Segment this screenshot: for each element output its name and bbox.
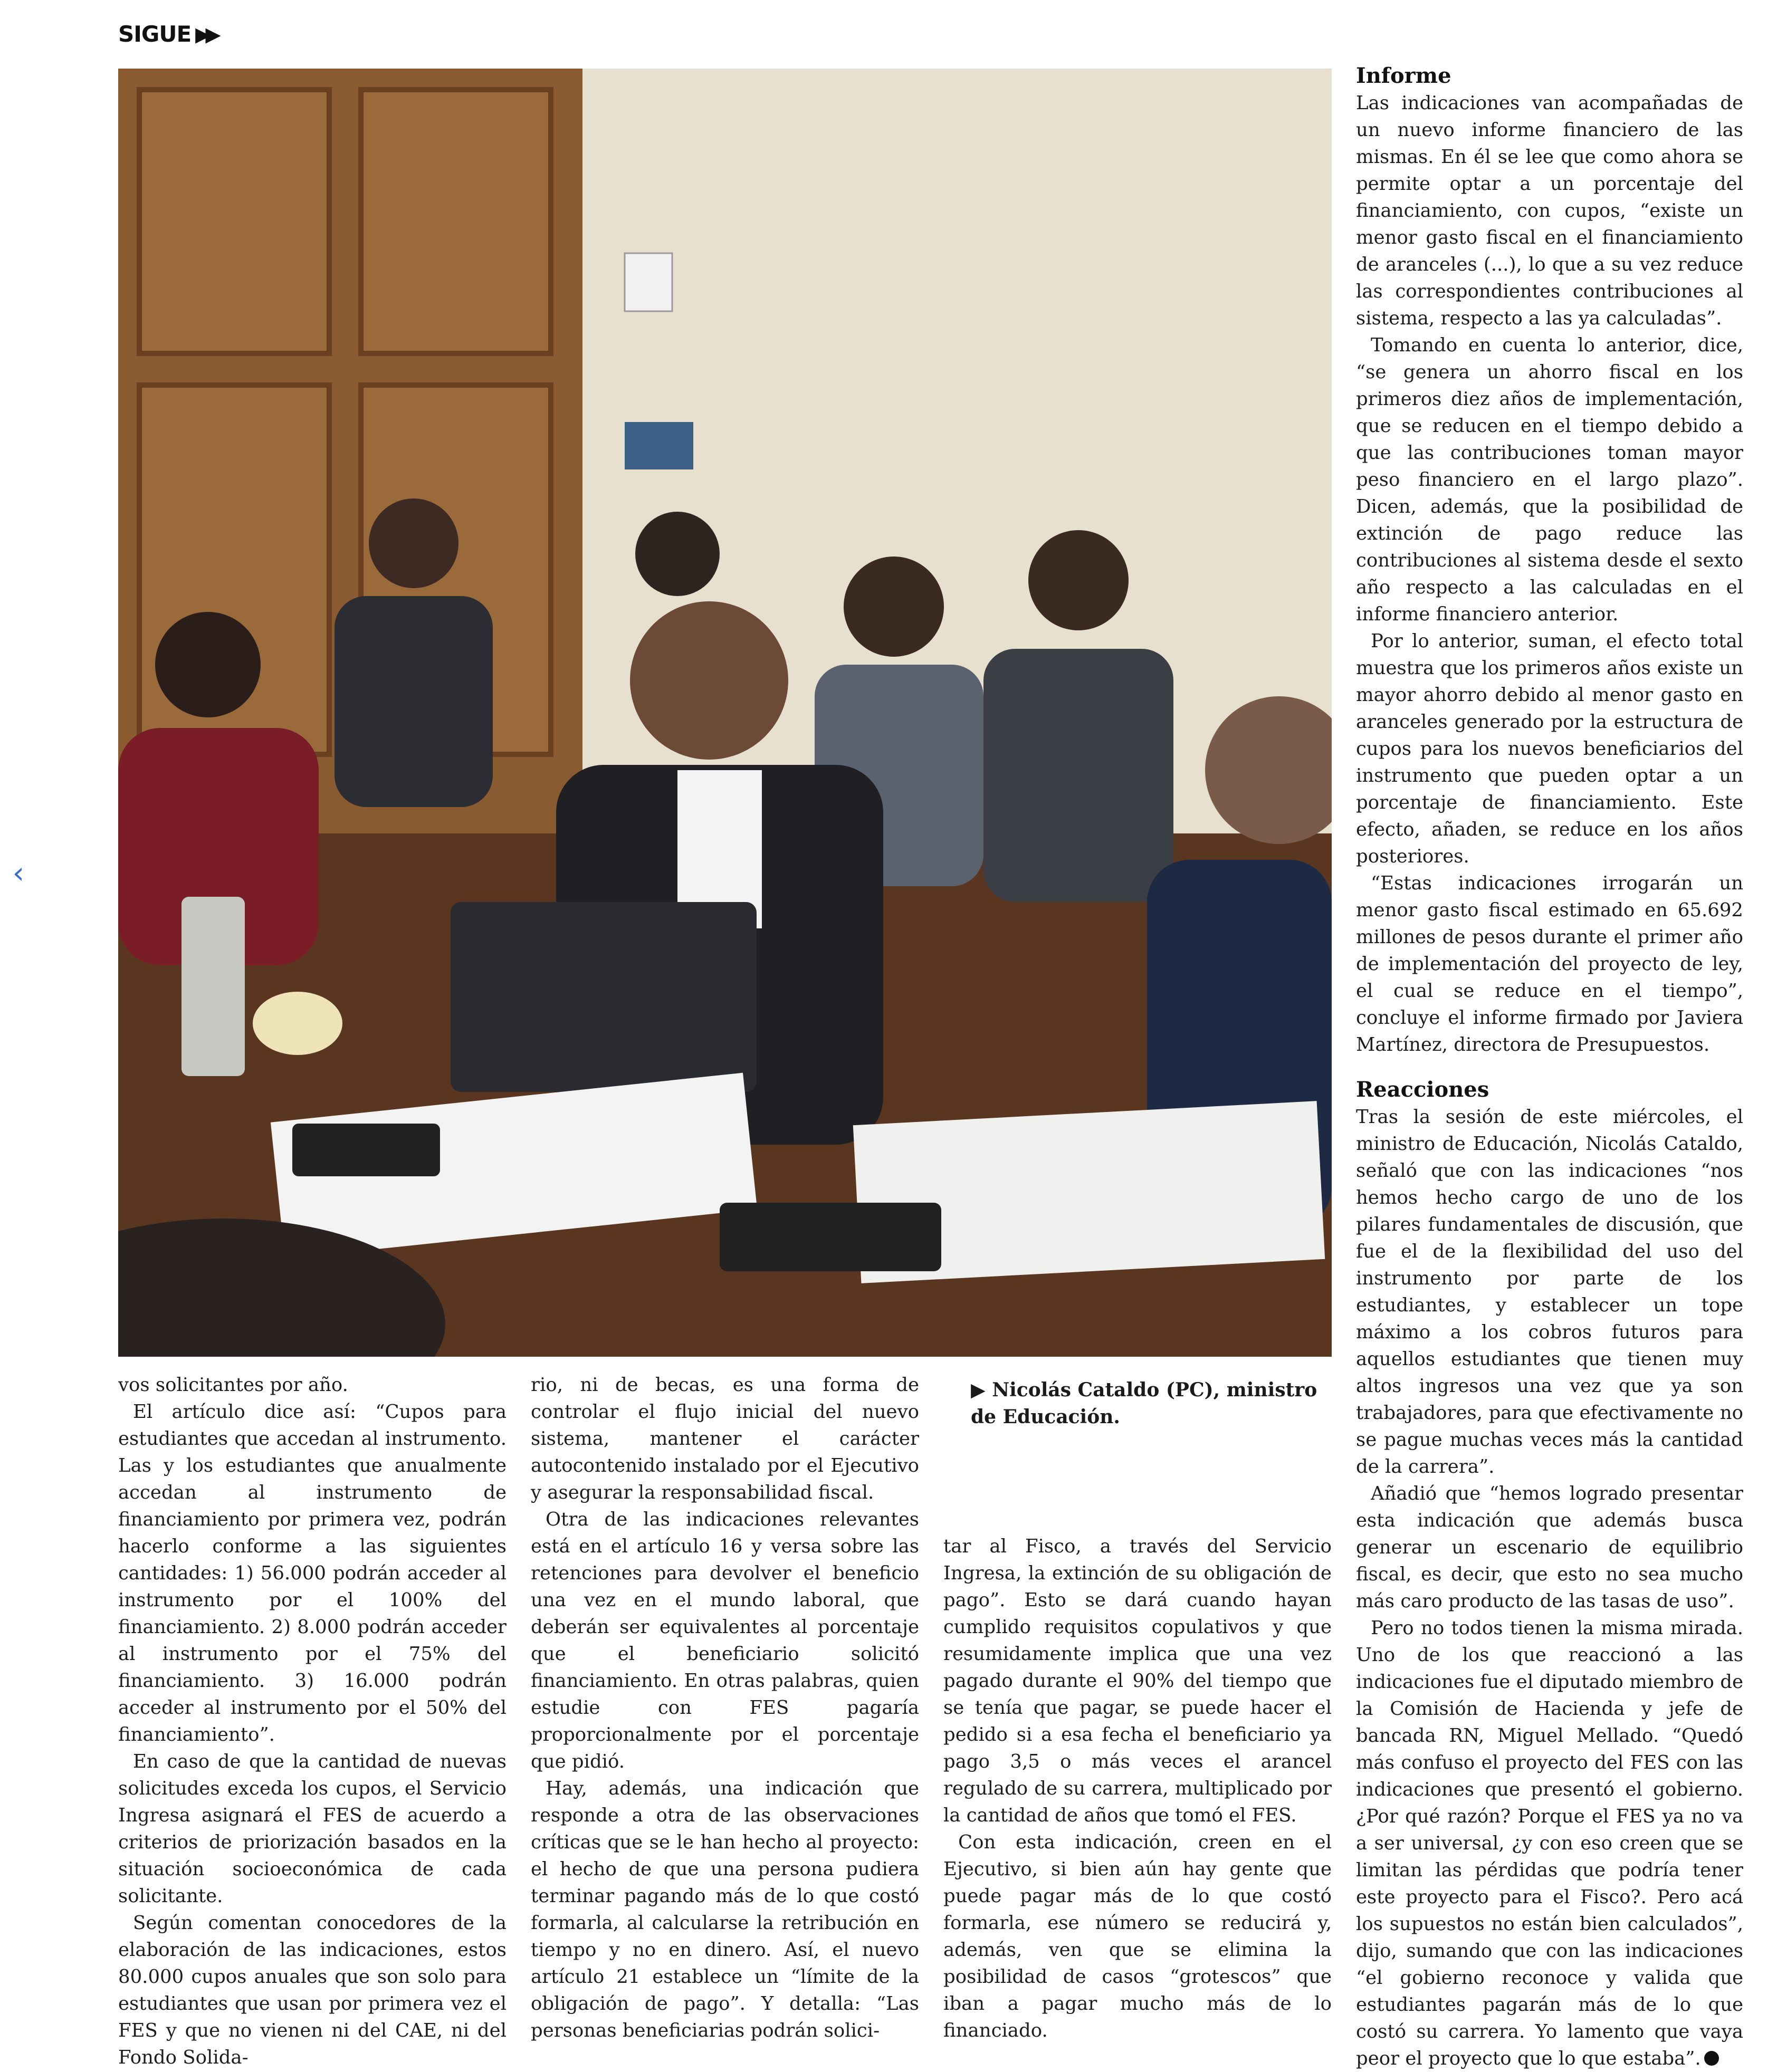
paragraph: rio, ni de becas, es una forma de controlar el flujo inicial del nuevo sistema, mantener el carácter autocontenido instalado por el Ejecutivo y asegurar la responsabilidad fiscal. xyxy=(531,1374,919,1503)
chevron-left-icon: ‹ xyxy=(12,856,25,890)
article-photo xyxy=(118,69,1332,1357)
paragraph: Por lo anterior, suman, el efecto total muestra que los primeros años existe un mayor ahorro debido al menor gasto en aranceles generado por la estructura de cupos para los nuevos beneficiarios del instrumento que pueden optar a un porcentaje de financiamiento. Este efecto, añaden, se reduce en los años posteriores. xyxy=(1356,630,1743,867)
section-marker xyxy=(118,21,216,47)
column-1 xyxy=(118,1371,507,2071)
paragraph-text: Pero no todos tienen la misma mirada. Uno de los que reaccionó a las indicaciones fue el diputado miembro de la Comisión de Hacienda y jefe de bancada RN, Miguel Mellado. “Quedó más confuso el proyecto del FES con las indicaciones que presentó el gobierno. ¿Por qué razón? Porque el FES ya no va a ser universal, ¿y con eso creen que se limitan las pérdidas que podría tener este proyecto para el Fisco?. Pero acá los supuestos no están bien calculados”, dijo, sumando que con las indicaciones “el gobierno reconoce y valida que estudiantes pagarán más de lo que costó su carrera. Yo lamento que vaya peor el proyecto que lo que estaba”. xyxy=(1356,1617,1743,2069)
end-mark-icon xyxy=(1704,2051,1719,2066)
paragraph: Las indicaciones van acompañadas de un nuevo informe financiero de las mismas. En él se lee que como ahora se permite optar a un porcentaje del financiamiento, con cupos, “existe un menor gasto fiscal en el financiamiento de aranceles (...), lo que a su vez reduce las correspondientes contribuciones al sistema, respecto a las ya calculadas”. xyxy=(1356,92,1743,329)
prev-page-button[interactable] xyxy=(5,855,32,891)
paragraph: El artículo dice así: “Cupos para estudiantes que accedan al instrumento. Las y los estudiantes que anualmente accedan al instrumento de financiamiento por primera vez, podrán hacerlo conforme a las siguientes cantidades: 1) 56.000 podrán acceder al instrumento por el 100% del financiamiento. 2) 8.000 podrán acceder al instrumento por el 75% del financiamiento. 3) 16.000 podrán acceder al instrumento por el 50% del financiamiento”. xyxy=(118,1401,507,1745)
column-3 xyxy=(943,1533,1332,2044)
paragraph: Con esta indicación, creen en el Ejecutivo, si bien aún hay gente que puede pagar más de lo que costó formarla, ese número se reducirá y, además, ven que se elimina la posibilidad de casos “grotescos” que iban a pagar mucho más de lo financiado. xyxy=(943,1831,1332,2041)
double-arrow-icon: ▶▶ xyxy=(195,22,216,46)
paragraph: Añadió que “hemos logrado presentar esta indicación que además busca generar un escenario de equilibrio fiscal, es decir, que esto no sea mucho más caro producto de las tasas de uso”. xyxy=(1356,1483,1743,1612)
paragraph xyxy=(1356,1615,1743,2072)
paragraph: Otra de las indicaciones relevantes está en el artículo 16 y versa sobre las retenciones para devolver el beneficio una vez en el mundo laboral, que deberán ser equivalentes al porcentaje que el beneficiario solicitó financiamiento. En otras palabras, quien estudie con FES pagaría proporcionalmente por el porcentaje que pidió. xyxy=(531,1509,919,1772)
subheading-informe: Informe xyxy=(1356,63,1451,88)
paragraph: Según comentan conocedores de la elaboración de las indicaciones, estos 80.000 cupos anuales que son solo para estudiantes que usan por primera vez el FES y que no vienen ni del CAE, ni del Fondo Solida- xyxy=(118,1912,507,2068)
paragraph: En caso de que la cantidad de nuevas solicitudes exceda los cupos, el Servicio Ingresa asignará el FES de acuerdo a criterios de priorización basados en la situación socioeconómica de cada solicitante. xyxy=(118,1751,507,1907)
paragraph: Tras la sesión de este miércoles, el ministro de Educación, Nicolás Cataldo, señaló que con las indicaciones “nos hemos hecho cargo de uno de los pilares fundamentales de discusión, que fue el de la flexibilidad del uso del instrumento por parte de los estudiantes, y establecer un tope máximo a los cobros futuros para aquellos estudiantes que tienen muy altos ingresos una vez que ya son trabajadores, para que efectivamente no se pague muchas veces más la cantidad de la carrera”. xyxy=(1356,1106,1743,1478)
paragraph: vos solicitantes por año. xyxy=(118,1374,348,1396)
subheading-reacciones: Reacciones xyxy=(1356,1077,1489,1102)
paragraph: tar al Fisco, a través del Servicio Ingresa, la extinción de su obligación de pago”. Esto se dará cuando hayan cumplido requisitos copulativos y que resumidamente implica que una vez pagado durante el 90% del tiempo que se tenía que pagar, se puede hacer el pedido si a esa fecha el beneficiario ya pago 3,5 o más veces el arancel regulado de su carrera, multiplicado por la cantidad de años que tomó el FES. xyxy=(943,1536,1332,1826)
paragraph: Hay, además, una indicación que responde a otra de las observaciones críticas que se le han hecho al proyecto: el hecho de que una persona pudiera terminar pagando más de lo que costó formarla, al calcularse la retribución en tiempo y no en dinero. Así, el nuevo artículo 21 establece un “límite de la obligación de pago”. Y detalla: “Las personas beneficiarias podrán solici- xyxy=(531,1778,919,2041)
paragraph: Tomando en cuenta lo anterior, dice, “se genera un ahorro fiscal en los primeros diez años de implementación, que se reducen en el tiempo debido a que las contribuciones toman mayor peso financiero en el largo plazo”. Dicen, además, que la posibilidad de extinción de pago reduce las contribuciones al sistema desde el sexto año respecto a las calculadas en el informe financiero anterior. xyxy=(1356,334,1743,625)
paragraph: “Estas indicaciones irrogarán un menor gasto fiscal estimado en 65.692 millones de pesos durante el primer año de implementación del proyecto de ley, el cual se reduce en el tiempo”, concluye el informe firmado por Javiera Martínez, directora de Presupuestos. xyxy=(1356,872,1743,1056)
section-marker-label: SIGUE xyxy=(118,21,192,47)
photo-caption: ▶ Nicolás Cataldo (PC), ministro de Educación. xyxy=(971,1379,1317,1428)
column-4 xyxy=(1356,62,1743,2072)
photo-illustration xyxy=(118,69,1332,1357)
column-2 xyxy=(531,1371,919,2044)
